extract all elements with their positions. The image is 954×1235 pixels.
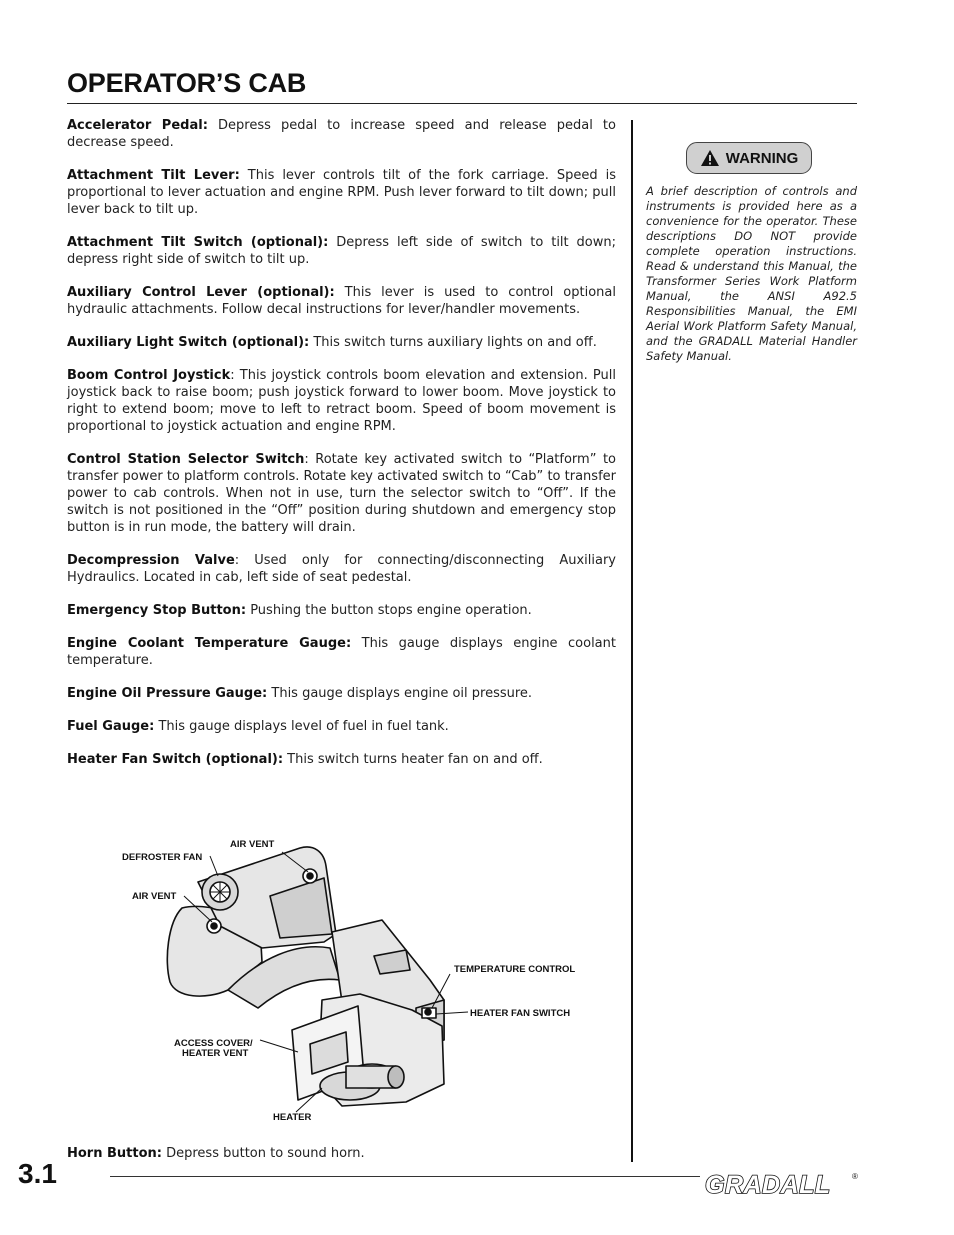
entry-term: Decompression Valve	[67, 553, 235, 568]
page-number: 3.1	[18, 1158, 57, 1189]
callout-heater: HEATER	[273, 1112, 312, 1123]
entry-text: Depress left side of switch to tilt down; depress right side of switch to tilt up.	[67, 235, 616, 267]
entry-term: Horn Button:	[67, 1146, 162, 1161]
entry-text: Depress button to sound horn.	[161, 1146, 365, 1161]
entry-term: Control Station Selector Switch	[67, 452, 305, 467]
entry-heater-fan-switch	[67, 751, 616, 768]
callout-access-cover: ACCESS COVER/	[174, 1038, 253, 1049]
entry-text: : Used only for connecting/disconnecting Auxiliary Hydraulics. Located in cab, left side of seat pedestal.	[67, 553, 616, 585]
controls-description-column	[67, 117, 616, 784]
entry-control-station-selector-switch	[67, 451, 616, 536]
entry-term: Accelerator Pedal:	[67, 118, 208, 133]
column-divider	[631, 120, 633, 1162]
entry-text: : This joystick controls boom elevation and extension. Pull joystick back to raise boom; push joystick forward to lower boom. Move joystick to right to extend boom; move to left to retract boom. Speed of boom movement is proportional to joystick actuation and engine RPM.	[67, 368, 616, 434]
entry-boom-control-joystick	[67, 367, 616, 435]
registered-mark: ®	[852, 1172, 858, 1181]
warning-text: A brief description of controls and instruments is provided here as a convenience for the operator. These descriptions DO NOT provide complete operation instructions. Read & understand this Manual, the Transformer Series Work Platform Manual, the ANSI A92.5 Responsibilities Manual, the EMI Aerial Work Platform Safety Manual, and the GRADALL Material Handler Safety Manual.	[646, 184, 857, 363]
entry-text: Depress pedal to increase speed and release pedal to decrease speed.	[67, 118, 616, 150]
entry-term: Engine Oil Pressure Gauge:	[67, 686, 268, 701]
callout-air-vent-left: AIR VENT	[132, 891, 177, 902]
entry-decompression-valve	[67, 552, 616, 586]
entry-attachment-tilt-lever	[67, 167, 616, 218]
entry-attachment-tilt-switch	[67, 234, 616, 268]
warning-badge	[686, 142, 812, 174]
cab-heater-illustration	[110, 830, 600, 1130]
entry-term: Emergency Stop Button:	[67, 603, 247, 618]
entry-text: This gauge displays level of fuel in fuel tank.	[154, 719, 449, 734]
logo-wordmark: GRADALL	[705, 1171, 831, 1198]
entry-horn-button	[67, 1145, 627, 1162]
entry-auxiliary-control-lever	[67, 284, 616, 318]
entry-accelerator-pedal	[67, 117, 616, 151]
warning-triangle-icon	[700, 149, 720, 167]
entry-text: This lever is used to control optional hydraulic attachments. Follow decal instructions for lever/handler movements.	[67, 285, 616, 317]
entry-text: This lever controls tilt of the fork carriage. Speed is proportional to lever actuation and engine RPM. Push lever forward to tilt down; pull lever back to tilt up.	[67, 168, 616, 217]
entry-text: This switch turns auxiliary lights on and off.	[309, 335, 597, 350]
callout-air-vent-top: AIR VENT	[230, 839, 275, 850]
entry-engine-coolant-temperature-gauge	[67, 635, 616, 669]
title-divider	[67, 103, 857, 104]
entry-term: Fuel Gauge:	[67, 719, 155, 734]
entry-term: Attachment Tilt Switch (optional):	[67, 235, 329, 250]
page-title: OPERATOR’S CAB	[67, 68, 307, 98]
entry-text: Pushing the button stops engine operation.	[246, 603, 532, 618]
entry-term: Auxiliary Light Switch (optional):	[67, 335, 310, 350]
callout-temperature-control: TEMPERATURE CONTROL	[454, 964, 576, 975]
entry-term: Engine Coolant Temperature Gauge:	[67, 636, 352, 651]
entry-fuel-gauge	[67, 718, 616, 735]
entry-text: : Rotate key activated switch to “Platform” to transfer power to platform controls. Rotate key activated switch to “Cab” to transfer power to cab controls. When not in use, turn the selector switch to “Off”. If the switch is not positioned in the “Off” position during shutdown and emergency stop button is in run mode, the battery will drain.	[67, 452, 616, 535]
entry-engine-oil-pressure-gauge	[67, 685, 616, 702]
entry-text: This switch turns heater fan on and off.	[283, 752, 543, 767]
callout-heater-fan-switch: HEATER FAN SWITCH	[470, 1008, 571, 1019]
entry-text: This gauge displays engine coolant temperature.	[67, 636, 616, 668]
callout-defroster-fan: DEFROSTER FAN	[122, 852, 203, 863]
duct-assembly-drawing	[167, 847, 444, 1106]
entry-term: Boom Control Joystick	[67, 368, 231, 383]
footer-rule	[110, 1176, 700, 1177]
entry-emergency-stop-button	[67, 602, 616, 619]
warning-label: WARNING	[725, 149, 799, 167]
entry-term: Heater Fan Switch (optional):	[67, 752, 284, 767]
gradall-logo	[704, 1168, 860, 1198]
callout-heater-vent: HEATER VENT	[182, 1048, 249, 1059]
entry-text: This gauge displays engine oil pressure.	[267, 686, 533, 701]
entry-term: Auxiliary Control Lever (optional):	[67, 285, 335, 300]
entry-term: Attachment Tilt Lever:	[67, 168, 240, 183]
entry-auxiliary-light-switch	[67, 334, 616, 351]
